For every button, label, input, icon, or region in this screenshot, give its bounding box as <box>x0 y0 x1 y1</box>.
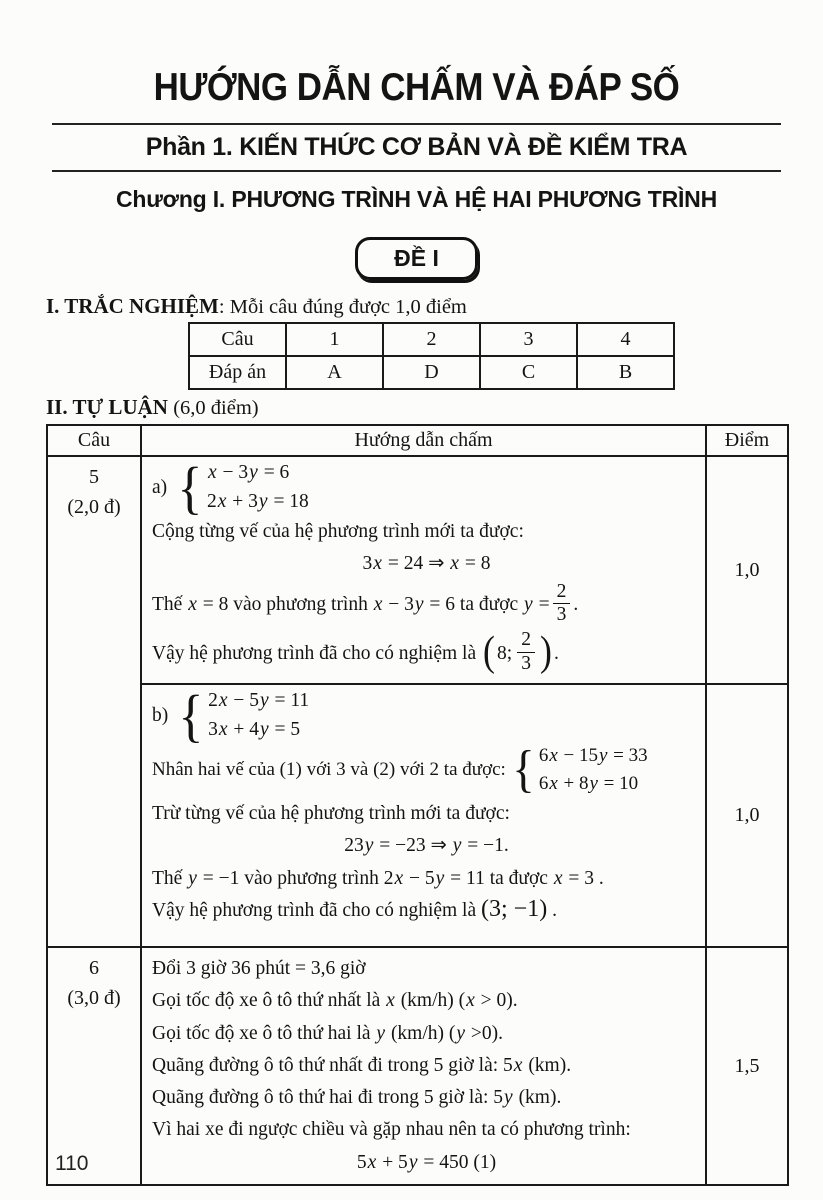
step-text: Cộng từng vế của hệ phương trình mới ta được: <box>152 521 524 542</box>
part-a-label: a) <box>152 476 168 498</box>
mc-label-cau: Câu <box>189 323 286 356</box>
conclusion-line <box>152 630 701 676</box>
chapter-prefix: Chương I. <box>115 186 226 212</box>
question6-guide-cell <box>141 947 706 1185</box>
grading-table-header-row <box>47 425 788 456</box>
mc-question-cell: 4 <box>577 323 674 356</box>
mc-section-note: : Mỗi câu đúng được 1,0 điểm <box>218 296 467 318</box>
mc-answer-cell: D <box>383 356 480 389</box>
part-b-label: b) <box>152 704 169 726</box>
system-brace-glyph: { <box>177 454 203 520</box>
divider-line-bottom <box>52 170 781 172</box>
period: . <box>553 642 559 664</box>
question6-number: 6 <box>89 957 99 980</box>
system-brace-glyph: { <box>512 741 535 799</box>
grading-row-q6 <box>47 947 788 1185</box>
equation-system-b <box>177 683 310 749</box>
multiply-step-line <box>152 741 701 799</box>
mc-answer-cell: C <box>480 356 577 389</box>
conclusion-line: Vậy hệ phương trình đã cho có nghiệm là (3; −1) . <box>152 895 557 922</box>
score-cell-q5a: 1,0 <box>706 456 788 684</box>
centered-equation: 3x = 24 ⇒ x = 8 <box>362 553 491 575</box>
solution-pair <box>497 630 538 676</box>
page-number: 110 <box>55 1152 89 1175</box>
solution-line: Gọi tốc độ xe ô tô thứ hai là y (km/h) (y >0). <box>152 1022 504 1044</box>
solution-x: 8; <box>497 642 513 664</box>
question5a-guide-cell <box>141 456 706 684</box>
question5-number: 5 <box>89 466 99 488</box>
equation: 2x + 3y = 18 <box>207 491 309 512</box>
period: . <box>573 593 579 615</box>
substitution-line: Thế y = −1 vào phương trình 2x − 5y = 11 ta được x = 3 . <box>152 867 604 889</box>
mc-answer-cell: B <box>577 356 674 389</box>
question5-points: (2,0 đ) <box>67 496 121 518</box>
system-a-line <box>152 454 701 520</box>
essay-section-title: II. TỰ LUẬN <box>46 395 168 419</box>
exam-badge: ĐỀ I <box>355 237 478 280</box>
mc-question-cell: 1 <box>286 323 383 356</box>
equation: 3x + 4y = 5 <box>208 719 301 741</box>
score-cell-q6: 1,5 <box>706 947 788 1185</box>
part-heading: Phần 1. KIẾN THỨC CƠ BẢN VÀ ĐỀ KIỂM TRA <box>145 133 688 161</box>
centered-equation: 5x + 5y = 450 (1) <box>356 1151 497 1173</box>
page-content <box>46 0 787 1186</box>
divider-line-top <box>52 123 781 125</box>
equation: 6x − 15y = 33 <box>538 745 648 767</box>
centered-equation: 23y = −23 ⇒ y = −1. <box>344 835 509 857</box>
column-header-guide: Hướng dẫn chấm <box>141 425 706 456</box>
grading-table <box>46 424 789 1186</box>
substitution-line <box>152 582 701 628</box>
question5b-guide-cell <box>141 684 706 947</box>
step-text: Trừ từng vế của hệ phương trình mới ta được: <box>152 803 510 825</box>
fraction: $\frac{2}{3}$ <box>553 581 571 627</box>
step-text: Nhân hai vế của (1) với 3 và (2) với 2 ta được: <box>152 759 506 781</box>
mc-question-cell: 3 <box>480 323 577 356</box>
mixed-text: Thế x = 8 vào phương trình x − 3y = 6 ta được y = <box>152 593 550 615</box>
fraction: $\frac{2}{3}$ <box>517 629 535 675</box>
solution-line: Quãng đường ô tô thứ hai đi trong 5 giờ là: 5y (km). <box>152 1087 562 1109</box>
grading-row-q5a <box>47 456 788 684</box>
essay-section-note: (6,0 điểm) <box>173 397 259 419</box>
mc-answer-table <box>188 322 675 390</box>
mc-answer-row <box>189 356 674 389</box>
score-cell-q5b: 1,0 <box>706 684 788 947</box>
paren-close-glyph: ) <box>539 629 552 676</box>
system-brace-glyph: { <box>178 683 204 749</box>
solution-line: Gọi tốc độ xe ô tô thứ nhất là x (km/h) (x > 0). <box>152 990 518 1012</box>
question6-points: (3,0 đ) <box>67 987 121 1010</box>
chapter-heading <box>46 186 787 213</box>
essay-section-heading <box>46 395 787 420</box>
column-header-cau: Câu <box>47 425 141 456</box>
page-title: HƯỚNG DẪN CHẤM VÀ ĐÁP SỐ <box>153 64 680 109</box>
grading-row-q5b <box>47 684 788 947</box>
question5-number-cell <box>47 456 141 947</box>
mc-section-heading <box>46 294 787 319</box>
solution-line: Vì hai xe đi ngược chiều và gặp nhau nên ta có phương trình: <box>152 1119 631 1141</box>
equation: 6x + 8y = 10 <box>538 773 639 795</box>
solution-line: Quãng đường ô tô thứ nhất đi trong 5 giờ là: 5x (km). <box>152 1054 572 1076</box>
mc-question-cell: 2 <box>383 323 480 356</box>
equation: x − 3y = 6 <box>208 462 290 483</box>
exam-badge-wrap <box>46 237 787 280</box>
mc-question-row <box>189 323 674 356</box>
mc-answer-cell: A <box>286 356 383 389</box>
equation-system-b2 <box>511 741 648 799</box>
mc-section-title: I. TRẮC NGHIỆM <box>46 294 219 318</box>
column-header-diem: Điểm <box>706 425 788 456</box>
system-b-line <box>152 683 701 749</box>
mc-label-dapan: Đáp án <box>189 356 286 389</box>
equation: 2x − 5y = 11 <box>208 690 310 712</box>
conclusion-text: Vậy hệ phương trình đã cho có nghiệm là <box>152 642 477 664</box>
paren-open-glyph: ( <box>483 629 495 676</box>
question6-number-cell <box>47 947 141 1185</box>
solution-line: Đổi 3 giờ 36 phút = 3,6 giờ <box>152 958 366 980</box>
chapter-title: PHƯƠNG TRÌNH VÀ HỆ HAI PHƯƠNG TRÌNH <box>231 186 718 212</box>
equation-system-a <box>176 454 309 520</box>
